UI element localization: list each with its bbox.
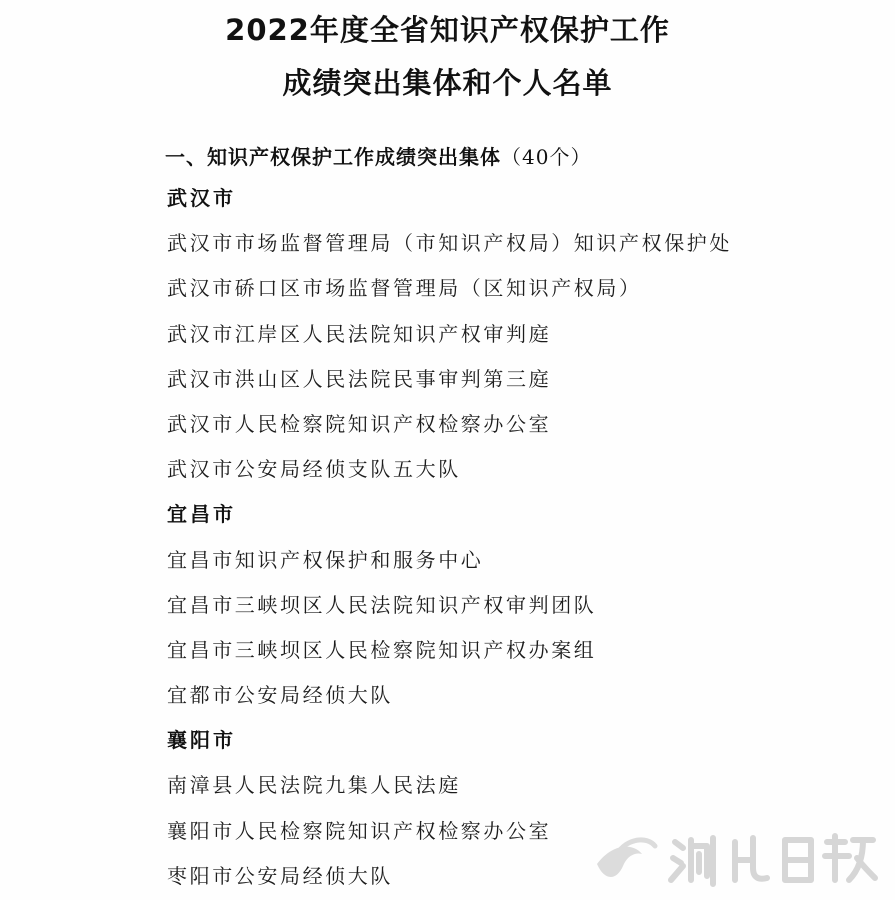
city-heading-yichang: 宜昌市: [167, 502, 236, 527]
list-item: 武汉市市场监督管理局（市知识产权局）知识产权保护处: [167, 231, 732, 256]
list-item: 宜都市公安局经侦大队: [167, 683, 393, 708]
list-item: 武汉市江岸区人民法院知识产权审判庭: [167, 321, 552, 346]
city-heading-wuhan: 武汉市: [167, 186, 236, 210]
list-item: 宜昌市知识产权保护和服务中心: [167, 547, 484, 572]
list-item: 南漳县人民法院九集人民法庭: [167, 773, 461, 798]
list-item: 襄阳市人民检察院知识产权检察办公室: [167, 818, 552, 843]
list-item: 宜昌市三峡坝区人民法院知识产权审判团队: [167, 592, 597, 617]
document-title-line-1: 2022年度全省知识产权保护工作: [225, 13, 670, 47]
list-item: 枣阳市公安局经侦大队: [167, 863, 393, 888]
city-heading-xiangyang: 襄阳市: [167, 728, 236, 753]
list-item: 武汉市硚口区市场监督管理局（区知识产权局）: [167, 276, 642, 301]
document-title-line-2: 成绩突出集体和个人名单: [282, 66, 613, 100]
unit-list: [167, 180, 867, 900]
section-heading-text: 一、知识产权保护工作成绩突出集体: [165, 145, 501, 169]
list-item: 武汉市洪山区人民法院民事审判第三庭: [167, 366, 552, 391]
list-item: 宜昌市三峡坝区人民检察院知识产权办案组: [167, 637, 597, 662]
list-item: 武汉市人民检察院知识产权检察办公室: [167, 411, 552, 436]
section-heading: [165, 141, 591, 170]
section-count: （40个）: [501, 145, 592, 169]
list-item: 武汉市公安局经侦支队五大队: [167, 457, 461, 482]
